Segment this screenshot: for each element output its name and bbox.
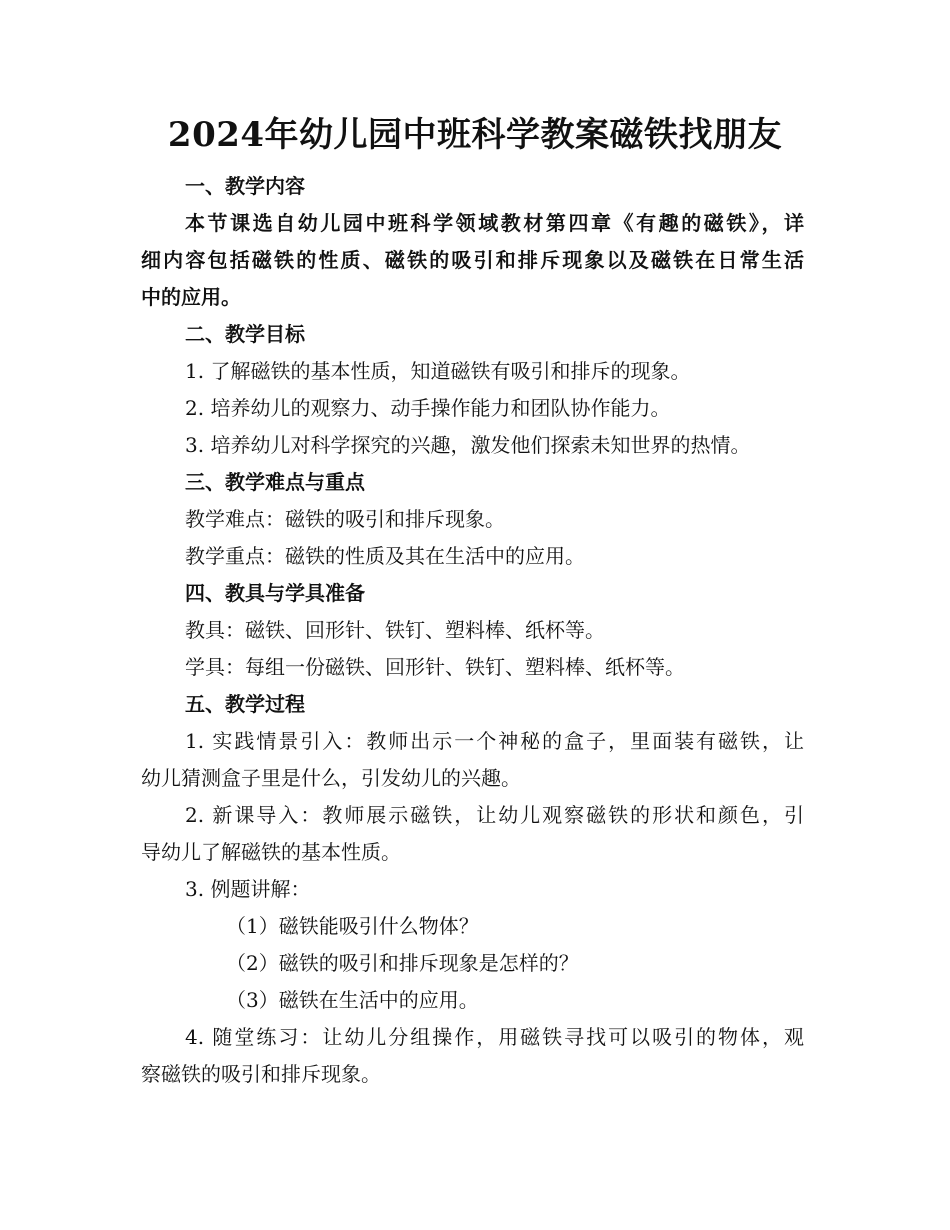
sub-list-item: （2）磁铁的吸引和排斥现象是怎样的？ bbox=[226, 951, 579, 975]
list-item: 学具：每组一份磁铁、回形针、铁钉、塑料棒、纸杯等。 bbox=[185, 655, 685, 679]
paragraph-line: 1. 实践情景引入：教师出示一个神秘的盒子，里面装有磁铁，让 bbox=[185, 729, 804, 753]
section-heading-5: 五、教学过程 bbox=[185, 692, 305, 716]
section-heading-2: 二、教学目标 bbox=[185, 322, 305, 346]
list-item: 教学重点：磁铁的性质及其在生活中的应用。 bbox=[185, 544, 585, 568]
sub-list-item: （3）磁铁在生活中的应用。 bbox=[226, 988, 479, 1012]
paragraph-line: 4. 随堂练习：让幼儿分组操作，用磁铁寻找可以吸引的物体，观 bbox=[185, 1025, 804, 1049]
section-heading-1: 一、教学内容 bbox=[185, 174, 305, 198]
paragraph-line: 察磁铁的吸引和排斥现象。 bbox=[141, 1062, 381, 1086]
list-item: 1. 了解磁铁的基本性质，知道磁铁有吸引和排斥的现象。 bbox=[185, 359, 691, 383]
list-item: 教具：磁铁、回形针、铁钉、塑料棒、纸杯等。 bbox=[185, 618, 605, 642]
paragraph-line: 幼儿猜测盒子里是什么，引发幼儿的兴趣。 bbox=[141, 766, 521, 790]
paragraph-line: 导幼儿了解磁铁的基本性质。 bbox=[141, 840, 401, 864]
section-heading-4: 四、教具与学具准备 bbox=[185, 581, 365, 605]
list-item: 2. 培养幼儿的观察力、动手操作能力和团队协作能力。 bbox=[185, 396, 671, 420]
list-item: 教学难点：磁铁的吸引和排斥现象。 bbox=[185, 507, 505, 531]
document-title: 2024年幼儿园中班科学教案磁铁找朋友 bbox=[167, 115, 783, 155]
paragraph-line: 中的应用。 bbox=[141, 285, 241, 309]
paragraph-line: 本节课选自幼儿园中班科学领域教材第四章《有趣的磁铁》，详 bbox=[185, 211, 804, 235]
section-heading-3: 三、教学难点与重点 bbox=[185, 470, 365, 494]
list-item: 3. 培养幼儿对科学探究的兴趣，激发他们探索未知世界的热情。 bbox=[185, 433, 751, 457]
sub-list-item: （1）磁铁能吸引什么物体？ bbox=[226, 914, 479, 938]
list-item: 3. 例题讲解： bbox=[185, 877, 311, 901]
paragraph-line: 细内容包括磁铁的性质、磁铁的吸引和排斥现象以及磁铁在日常生活 bbox=[141, 248, 804, 272]
paragraph-line: 2. 新课导入：教师展示磁铁，让幼儿观察磁铁的形状和颜色，引 bbox=[185, 803, 804, 827]
